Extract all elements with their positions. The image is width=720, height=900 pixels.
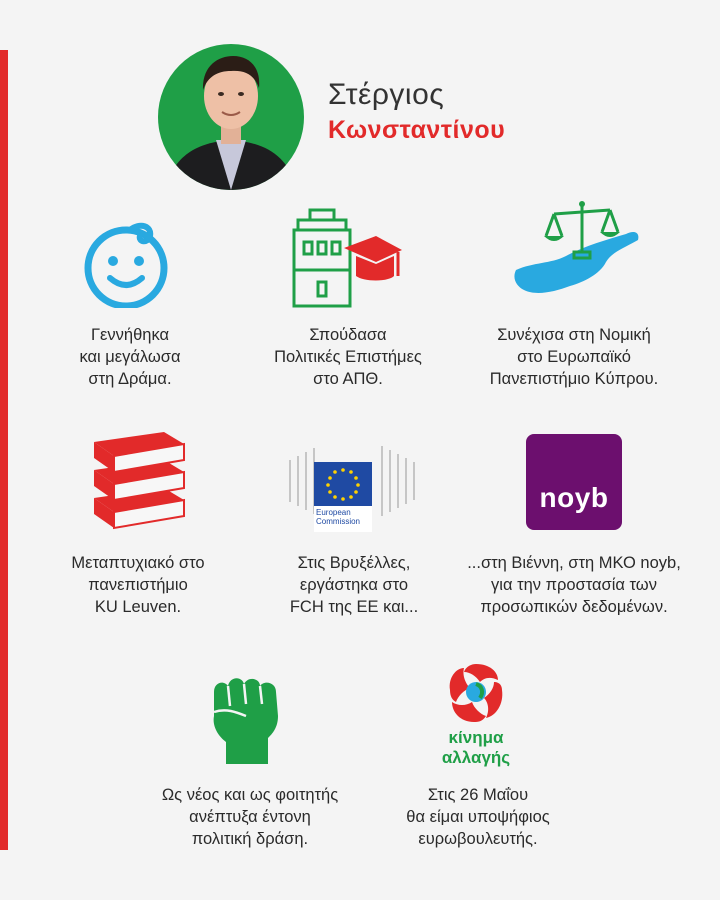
caption-activism: Ως νέος και ως φοιτητής ανέπτυξα έντονη πολιτική δράση.	[161, 786, 339, 848]
kinima-allagis-text: κίνημα αλλαγής	[441, 728, 511, 767]
left-accent-bar	[0, 50, 8, 850]
caption-candidate: Στις 26 Μαΐου θα είμαι υποψήφιος ευρωβουλευτής.	[406, 786, 550, 848]
noyb-logo-text: noyb	[539, 482, 609, 513]
caption-studied: Σπούδασα Πολιτικές Επιστήμες στο ΑΠΘ.	[274, 326, 422, 388]
noyb-logo	[526, 434, 622, 530]
white-tower-graduation-icon	[288, 204, 404, 317]
raised-fist-icon	[206, 666, 286, 771]
baby-face-icon	[82, 218, 174, 313]
kinima-allagis-logo	[444, 660, 508, 731]
ec-logo-text: European Commission	[316, 508, 361, 526]
caption-brussels: Στις Βρυξέλλες, εργάστηκα στο FCH της ΕΕ και...	[289, 554, 419, 616]
scales-cyprus-icon	[514, 200, 644, 317]
profile-avatar	[158, 44, 304, 190]
caption-masters: Μεταπτυχιακό στο πανεπιστήμιο KU Leuven.	[71, 554, 205, 616]
books-icon	[88, 432, 188, 537]
european-commission-logo	[286, 440, 426, 539]
first-name: Στέργιος	[328, 78, 445, 111]
caption-noyb: ...στη Βιέννη, στη ΜΚΟ noyb, για την προστασία των προσωπικών δεδομένων.	[467, 554, 681, 616]
last-name: Κωνσταντίνου	[328, 116, 506, 144]
caption-born: Γεννήθηκα και μεγάλωσα στη Δράμα.	[79, 326, 181, 388]
caption-law: Συνέχισα στη Νομική στο Ευρωπαϊκό Πανεπιστήμιο Κύπρου.	[489, 326, 659, 388]
